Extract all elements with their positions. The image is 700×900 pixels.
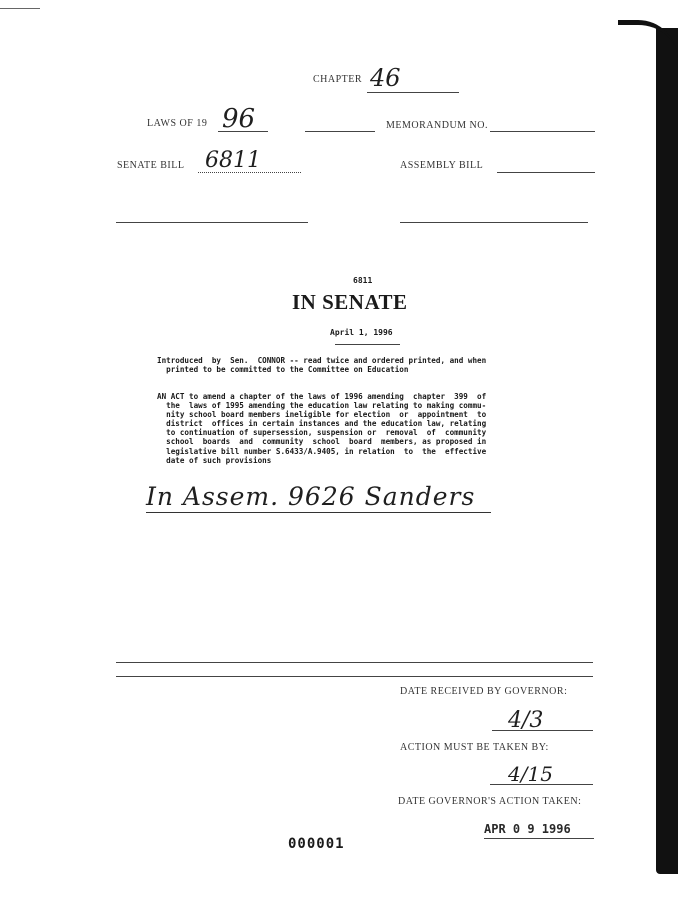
bill-date: April 1, 1996 (330, 328, 393, 337)
date-received-value: 4/3 (508, 708, 544, 733)
scan-corner-curve (618, 20, 678, 65)
act-line-1: AN ACT to amend a chapter of the laws of 1996 amending chapter 399 of (157, 392, 487, 401)
bill-number: 6811 (353, 276, 373, 285)
date-received-underline (492, 730, 593, 731)
action-taken-label: DATE GOVERNOR'S ACTION TAKEN: (398, 796, 582, 807)
senate-bill-value: 6811 (205, 148, 261, 173)
scan-margin-bar (656, 28, 678, 874)
act-line-5: to continuation of supersession, suspension or removal of community (157, 428, 487, 438)
handwritten-underline (146, 512, 491, 513)
assembly-bill-label: ASSEMBLY BILL (400, 160, 484, 171)
chapter-value: 46 (370, 64, 401, 92)
action-taken-stamp: APR 0 9 1996 (484, 822, 571, 836)
action-taken-underline (484, 838, 594, 839)
memorandum-underline (490, 131, 595, 132)
laws-label: LAWS OF 19 (147, 118, 208, 129)
act-line-8: date of such provisions (157, 455, 272, 465)
chapter-label: CHAPTER (313, 74, 363, 85)
senate-bill-label: SENATE BILL (117, 160, 185, 171)
handwritten-assembly-note: In Assem. 9626 Sanders (146, 482, 476, 511)
act-line-3: nity school board members ineligible for election or appointment to (157, 410, 487, 420)
date-rule (335, 344, 400, 345)
date-received-label: DATE RECEIVED BY GOVERNOR: (400, 686, 568, 697)
laws-blank-line (305, 131, 375, 132)
laws-year-value: 96 (222, 104, 256, 134)
laws-underline (218, 131, 268, 132)
act-line-2: the laws of 1995 amending the education law relating to making commu- (157, 401, 487, 411)
action-by-value: 4/15 (508, 762, 553, 786)
separator-line-2 (116, 676, 593, 677)
house-heading: IN SENATE (292, 290, 408, 314)
act-paragraph (157, 392, 486, 465)
separator-line-1 (116, 662, 593, 663)
introduced-line-2: printed to be committed to the Committee on Education (157, 365, 409, 375)
introduced-line-1: Introduced by Sen. CONNOR -- read twice and ordered printed, and when (157, 356, 487, 365)
assembly-bill-underline (497, 172, 595, 173)
action-by-underline (490, 784, 593, 785)
scan-edge-mark (0, 8, 40, 9)
act-line-4: district offices in certain instances and the education law, relating (157, 419, 487, 429)
blank-line-right (400, 222, 588, 223)
act-line-7: legislative bill number S.6433/A.9405, in relation to the effective (157, 446, 487, 456)
page-number: 000001 (288, 836, 345, 852)
senate-bill-underline (198, 172, 301, 173)
memorandum-label: MEMORANDUM NO. (386, 120, 489, 131)
chapter-underline (367, 92, 459, 93)
blank-line-left (116, 222, 308, 223)
action-by-label: ACTION MUST BE TAKEN BY: (400, 742, 549, 753)
act-line-6: school boards and community school board members, as proposed in (157, 437, 487, 447)
introduced-paragraph (157, 356, 486, 374)
